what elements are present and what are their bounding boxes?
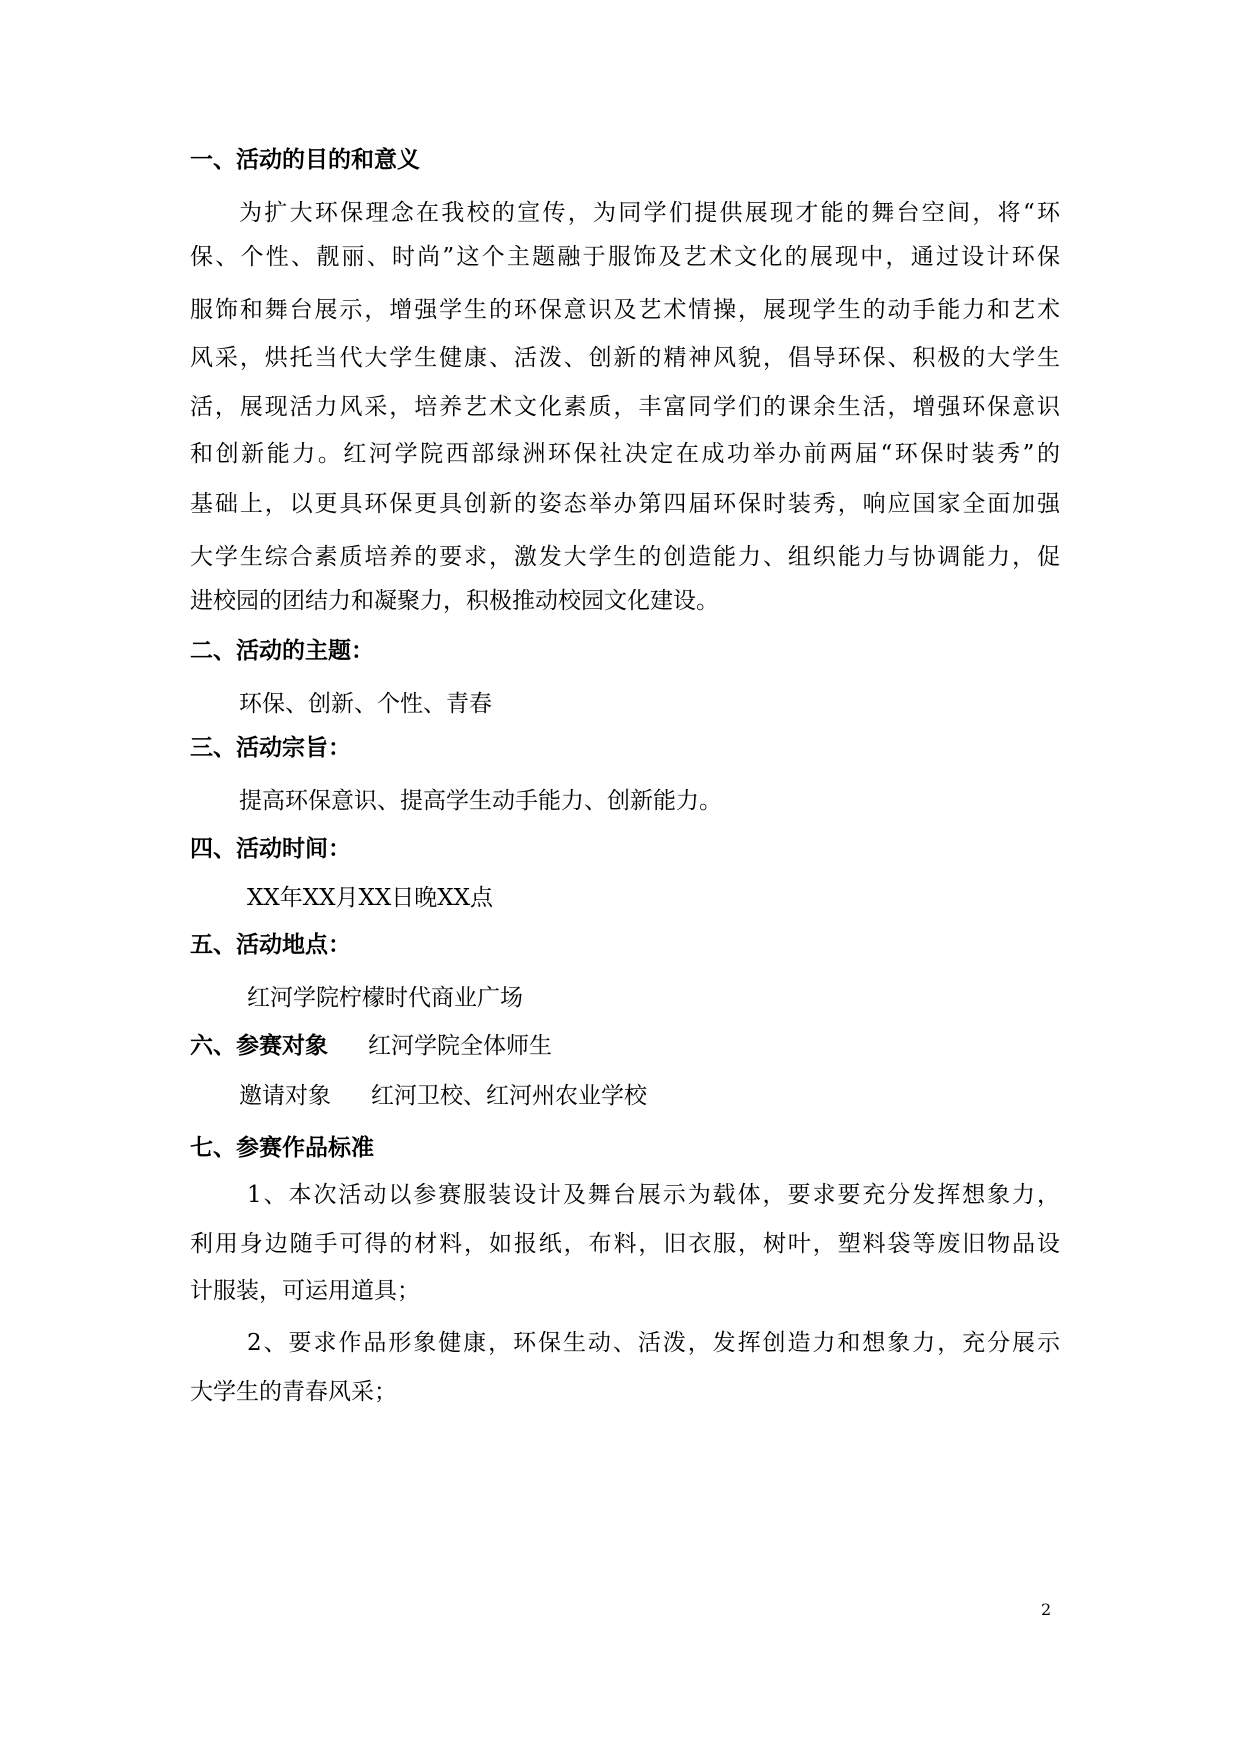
standards-item-line: 2、要求作品形象健康，环保生动、活泼，发挥创造力和想象力，充分展示: [247, 1330, 1060, 1356]
invitees-label: 邀请对象: [239, 1083, 331, 1109]
paragraph-line: 风采，烘托当代大学生健康、活泼、创新的精神风貌，倡导环保、积极的大学生: [190, 345, 1060, 371]
section-heading-time: 四、活动时间：: [190, 835, 351, 862]
section-heading-theme: 二、活动的主题：: [190, 637, 374, 664]
aim-content: 提高环保意识、提高学生动手能力、创新能力。: [239, 788, 722, 814]
standards-item-line: 计服装，可运用道具；: [190, 1278, 420, 1304]
standards-item-line: 1、本次活动以参赛服装设计及舞台展示为载体，要求要充分发挥想象力，: [247, 1182, 1060, 1208]
invitees-content: 红河卫校、红河州农业学校: [371, 1083, 647, 1109]
paragraph-line: 和创新能力。红河学院西部绿洲环保社决定在成功举办前两届“环保时装秀”的: [190, 441, 1060, 467]
section-heading-location: 五、活动地点：: [190, 931, 351, 958]
section-heading-purpose: 一、活动的目的和意义: [190, 146, 420, 173]
paragraph-line: 保、个性、靓丽、时尚”这个主题融于服饰及艺术文化的展现中，通过设计环保: [190, 244, 1060, 270]
theme-content: 环保、创新、个性、青春: [239, 691, 492, 717]
paragraph-line: 为扩大环保理念在我校的宣传，为同学们提供展现才能的舞台空间，将“环: [239, 200, 1060, 226]
time-content: XX年XX月XX日晚XX点: [247, 885, 493, 911]
participants-content: 红河学院全体师生: [368, 1033, 552, 1059]
standards-item-line: 大学生的青春风采；: [190, 1379, 397, 1405]
standards-item-line: 利用身边随手可得的材料，如报纸，布料，旧衣服，树叶，塑料袋等废旧物品设: [190, 1231, 1060, 1257]
location-content: 红河学院柠檬时代商业广场: [247, 985, 523, 1011]
paragraph-line: 活，展现活力风采，培养艺术文化素质，丰富同学们的课余生活，增强环保意识: [190, 394, 1060, 420]
section-heading-standards: 七、参赛作品标准: [190, 1134, 374, 1161]
section-heading-aim: 三、活动宗旨：: [190, 734, 351, 761]
paragraph-line: 基础上，以更具环保更具创新的姿态举办第四届环保时装秀，响应国家全面加强: [190, 491, 1060, 517]
paragraph-line: 大学生综合素质培养的要求，激发大学生的创造能力、组织能力与协调能力，促: [190, 544, 1060, 570]
paragraph-line: 进校园的团结力和凝聚力，积极推动校园文化建设。: [190, 588, 719, 614]
section-heading-participants: 六、参赛对象: [190, 1032, 328, 1059]
invitees-row: [239, 1068, 1109, 1124]
participants-row: [190, 1018, 1060, 1074]
page-number: 2: [1041, 1600, 1052, 1619]
paragraph-line: 服饰和舞台展示，增强学生的环保意识及艺术情操，展现学生的动手能力和艺术: [190, 297, 1060, 323]
